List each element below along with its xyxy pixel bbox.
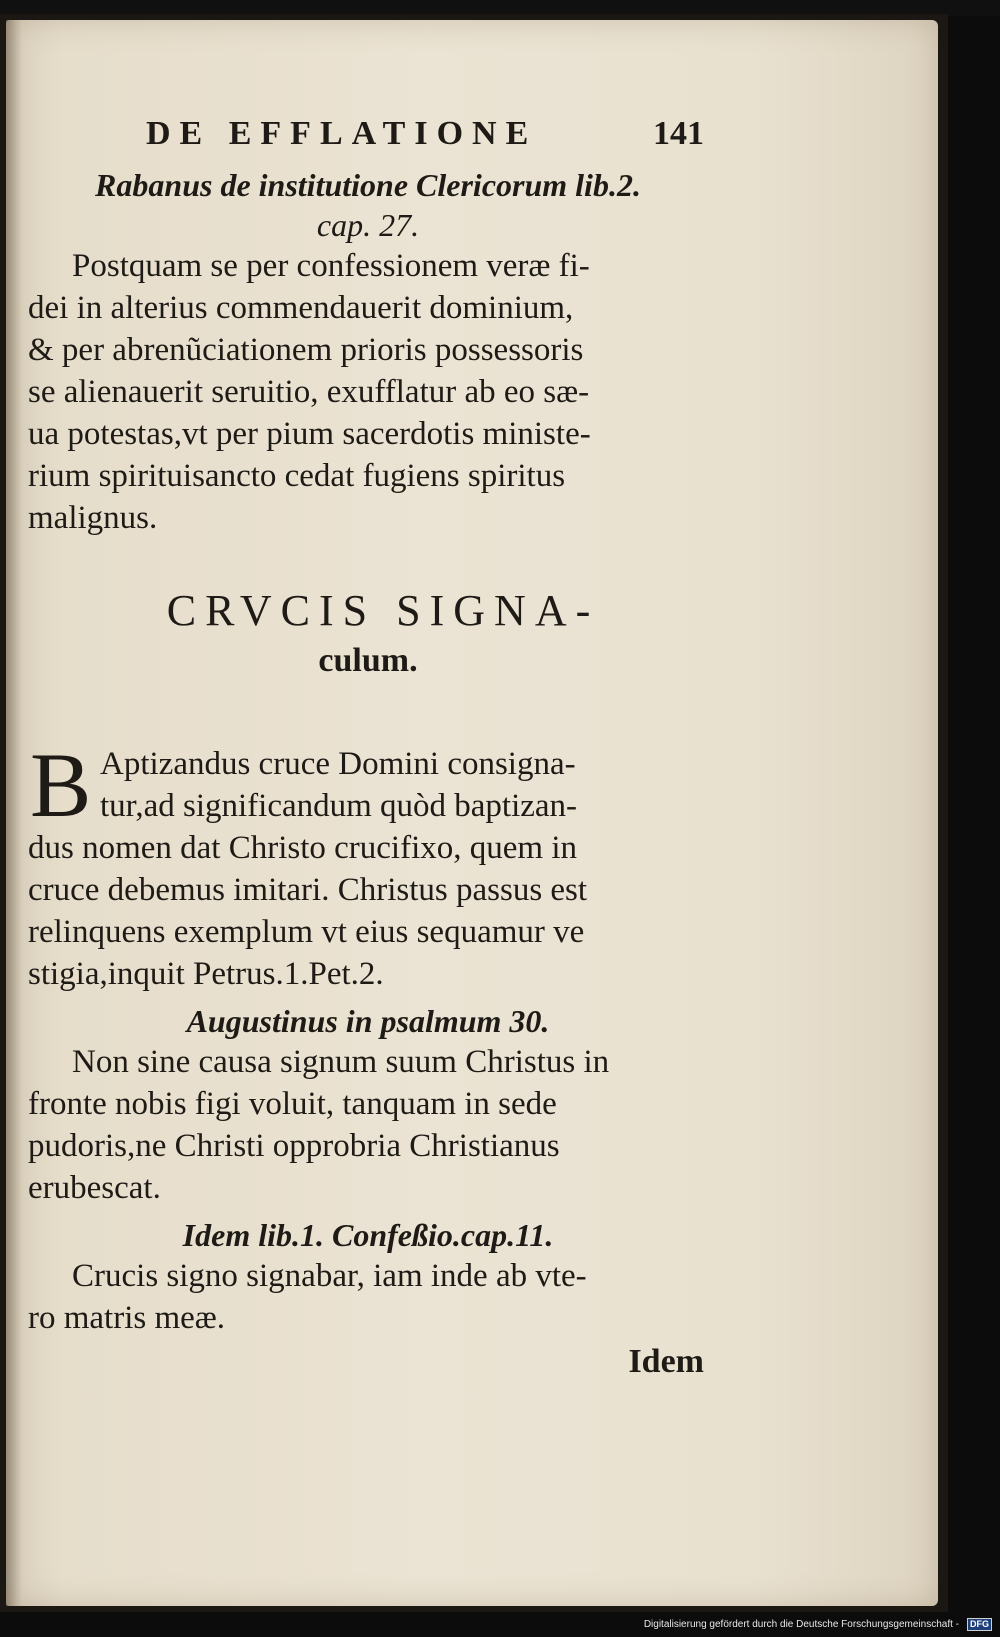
text-line: relinquens exemplum vt eius sequamur ve xyxy=(28,914,585,950)
catchword: Idem xyxy=(628,1343,704,1380)
page-number: 141 xyxy=(653,115,704,152)
text-line: malignus. xyxy=(28,500,158,536)
section-heading-line1: CRVCIS SIGNA- xyxy=(166,586,600,635)
section-heading-line2: culum. xyxy=(318,642,418,679)
section-heading xyxy=(28,583,708,683)
drop-cap-initial: B xyxy=(30,734,92,836)
credit-text: Digitalisierung gefördert durch die Deutsche Forschungsgemeinschaft - xyxy=(643,1619,959,1630)
text-line: rium spirituisancto cedat fugiens spiritus xyxy=(28,458,566,494)
text-line: se alienauerit seruitio, exufflatur ab eo sæ- xyxy=(28,374,590,410)
text-line: tur,ad significandum quòd baptizan- xyxy=(100,788,578,824)
page-text-block xyxy=(28,115,708,1381)
text-line: fronte nobis figi voluit, tanquam in sede xyxy=(28,1086,557,1122)
citation-rabanus-chapter: cap. 27. xyxy=(316,207,420,243)
page-gutter-shadow xyxy=(6,20,22,1606)
text-line: dus nomen dat Christo crucifixo, quem in xyxy=(28,830,577,866)
paragraph-crucis-signo xyxy=(28,1255,708,1339)
text-line: ro matris meæ. xyxy=(28,1300,226,1336)
text-line: ua potestas,vt per pium sacerdotis ministe- xyxy=(28,416,591,452)
text-line: stigia,inquit Petrus.1.Pet.2. xyxy=(28,956,384,992)
paragraph-non-sine-causa xyxy=(28,1041,708,1209)
running-head-title: DE EFFLATIONE xyxy=(146,115,538,152)
dfg-logo: DFG xyxy=(967,1618,992,1631)
running-head xyxy=(28,115,708,159)
text-line: Non sine causa signum suum Christus in xyxy=(72,1044,610,1080)
text-line: & per abrenũciationem prioris possessoris xyxy=(28,332,584,368)
text-line: erubescat. xyxy=(28,1170,161,1206)
citation-augustinus: Augustinus in psalmum 30. xyxy=(186,1003,550,1039)
paragraph-baptizandus xyxy=(28,734,708,995)
text-line: Aptizandus cruce Domini consigna- xyxy=(100,746,576,782)
text-line: Postquam se per confessionem veræ fi- xyxy=(72,248,590,284)
text-line: dei in alterius commendauerit dominium, xyxy=(28,290,574,326)
citation-idem-confessio: Idem lib.1. Confeßio.cap.11. xyxy=(182,1217,554,1253)
text-line: Crucis signo signabar, iam inde ab vte- xyxy=(72,1258,587,1294)
digitization-credit-bar xyxy=(0,1613,1000,1637)
book-page xyxy=(6,20,938,1606)
text-line: cruce debemus imitari. Christus passus est xyxy=(28,872,588,908)
text-line: pudoris,ne Christi opprobria Christianus xyxy=(28,1128,560,1164)
paragraph-postquam xyxy=(28,245,708,539)
citation-rabanus: Rabanus de institutione Clericorum lib.2. xyxy=(95,167,641,203)
